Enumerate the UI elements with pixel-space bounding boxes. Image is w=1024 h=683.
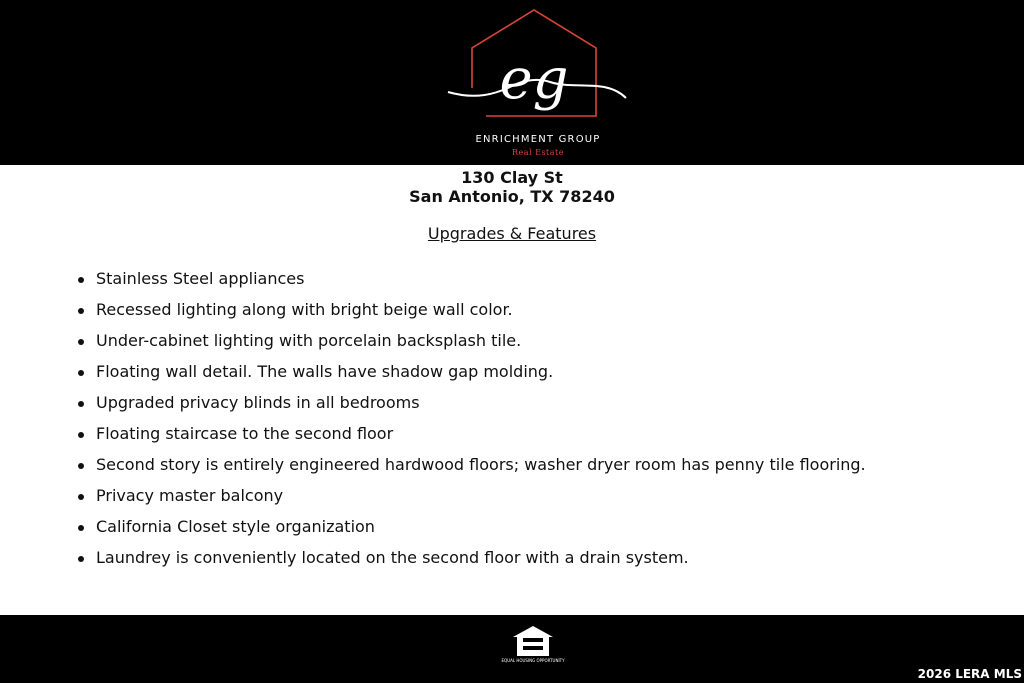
list-item: Laundrey is conveniently located on the second floor with a drain system. (78, 548, 866, 579)
list-item: Recessed lighting along with bright beige wall color. (78, 300, 866, 331)
list-item: Stainless Steel appliances (78, 269, 866, 300)
property-address (0, 168, 1024, 206)
list-item: Second story is entirely engineered hardwood floors; washer dryer room has penny tile flooring. (78, 455, 866, 486)
copyright-text: 2026 LERA MLS (917, 667, 1022, 681)
list-item: Floating wall detail. The walls have shadow gap molding. (78, 362, 866, 393)
brand-subtitle: Real Estate (511, 148, 564, 157)
list-item: Privacy master balcony (78, 486, 866, 517)
footer-banner (0, 615, 1024, 683)
list-item: California Closet style organization (78, 517, 866, 548)
address-street: 130 Clay St (461, 168, 563, 187)
svg-text:EQUAL HOUSING OPPORTUNITY: EQUAL HOUSING OPPORTUNITY (501, 658, 565, 663)
svg-text:eg: eg (499, 47, 569, 112)
list-item: Under-cabinet lighting with porcelain backsplash tile. (78, 331, 866, 362)
list-item: Upgraded privacy blinds in all bedrooms (78, 393, 866, 424)
brand-name: ENRICHMENT GROUP (475, 134, 601, 145)
features-list (78, 269, 866, 579)
equal-housing-opportunity-icon (501, 624, 565, 668)
list-item: Floating staircase to the second floor (78, 424, 866, 455)
address-city-state-zip: San Antonio, TX 78240 (409, 187, 615, 206)
section-title: Upgrades & Features (427, 224, 597, 243)
brand-logo (446, 8, 630, 158)
header-banner (0, 0, 1024, 165)
